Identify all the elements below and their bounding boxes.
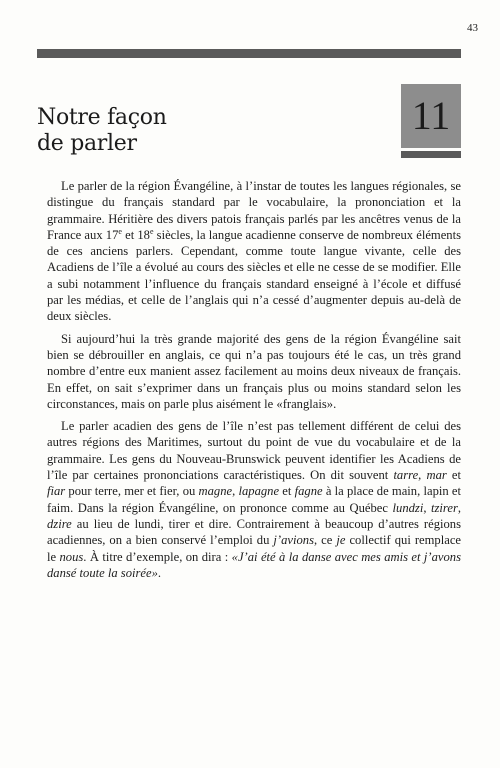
paragraph xyxy=(47,331,461,412)
superscript: e xyxy=(149,226,154,236)
text-run: et xyxy=(446,468,461,483)
text-run: siècles, la langue acadienne conserve de nombreux éléments de ces anciens parlers. Cependant, comme toute langue vivante, celle des Acadiens de l’île a évolué au cours des siècles et elle ne cesse de se modifier. Elle a subi notamment l’influence du français standard enseigné à l’école et diffusé par les médias, et celle de l’anglais qui n’a cessé d’augmenter depuis au-delà de deux siècles. xyxy=(47,227,461,324)
italic-text: fiar xyxy=(47,484,66,499)
italic-text: lundzi xyxy=(392,500,424,515)
chapter-number-box xyxy=(401,84,461,148)
page-number: 43 xyxy=(467,22,478,34)
chapter-number: 11 xyxy=(411,93,451,138)
chapter-number-underline xyxy=(401,151,461,158)
header-rule xyxy=(37,49,461,58)
text-run: Le parler acadien des gens de l’île n’est pas tellement différent de celui des autres régions des Maritimes, surtout du point de vue du vocabulaire et de la grammaire. Les gens du Nouveau-Brunswick peuvent identifier les Acadiens de l’île par certaines prononciations caractéristiques. On dit souvent xyxy=(47,419,461,483)
text-run: Si aujourd’hui la très grande majorité des gens de la région Évangéline sait bien se débrouiller en anglais, ce qui n’a pas toujours été le cas, un très grand nombre d’entre eux manient assez facilement au moins deux niveaux de français. En effet, on sait s’exprimer dans un français plus ou moins standard selon les circonstances, mais on parle plus aisément le «franglais». xyxy=(47,331,461,411)
text-run: , xyxy=(423,500,432,515)
chapter-title xyxy=(37,105,167,157)
text-run: pour terre, mer et fier, ou xyxy=(65,484,199,499)
text-run: . xyxy=(157,565,162,580)
text-run: , xyxy=(457,500,462,515)
text-run: et xyxy=(279,484,295,499)
superscript: e xyxy=(118,226,122,236)
chapter-title-line-1: Notre façon xyxy=(37,105,167,130)
italic-text: dzire xyxy=(47,516,72,531)
italic-text: fagne xyxy=(294,484,323,499)
italic-text: tzirer xyxy=(431,500,458,515)
italic-text: magne xyxy=(198,484,233,499)
paragraph xyxy=(47,178,461,325)
text-run: , xyxy=(418,468,427,483)
text-run: , ce xyxy=(313,533,337,548)
text-run: collectif qui remplace le xyxy=(47,533,462,564)
italic-text: tarre xyxy=(393,468,419,483)
text-run: et 18 xyxy=(121,227,150,242)
text-run: , xyxy=(232,484,239,499)
text-run: au lieu de lundi, tirer et dire. Contrairement à beaucoup d’autres régions acadiennes, on a bien conservé l’emploi du xyxy=(47,516,461,548)
paragraph xyxy=(47,418,461,581)
italic-text: «J’ai été à la danse avec mes amis et j’avons dansé toute la soirée» xyxy=(47,549,461,580)
italic-text: mar xyxy=(426,468,447,483)
chapter-title-line-2: de parler xyxy=(37,131,137,156)
text-run: Le parler de la région Évangéline, à l’instar de toutes les langues régionales, se distingue du français standard par le vocabulaire, la prononciation et la grammaire. Héritière des divers patois français parlés par les ancêtres venus de la France aux 17 xyxy=(47,179,461,242)
italic-text: nous xyxy=(59,549,84,564)
text-run: . À titre d’exemple, on dira : xyxy=(83,549,232,564)
body-text xyxy=(47,178,461,587)
italic-text: lapagne xyxy=(238,484,280,499)
chapter-number-badge xyxy=(401,84,461,160)
italic-text: j’avions xyxy=(273,533,314,548)
text-run: à la place de main, lapin et faim. Dans la région Évangéline, on prononce comme au Québec xyxy=(47,484,461,515)
italic-text: je xyxy=(336,533,346,548)
